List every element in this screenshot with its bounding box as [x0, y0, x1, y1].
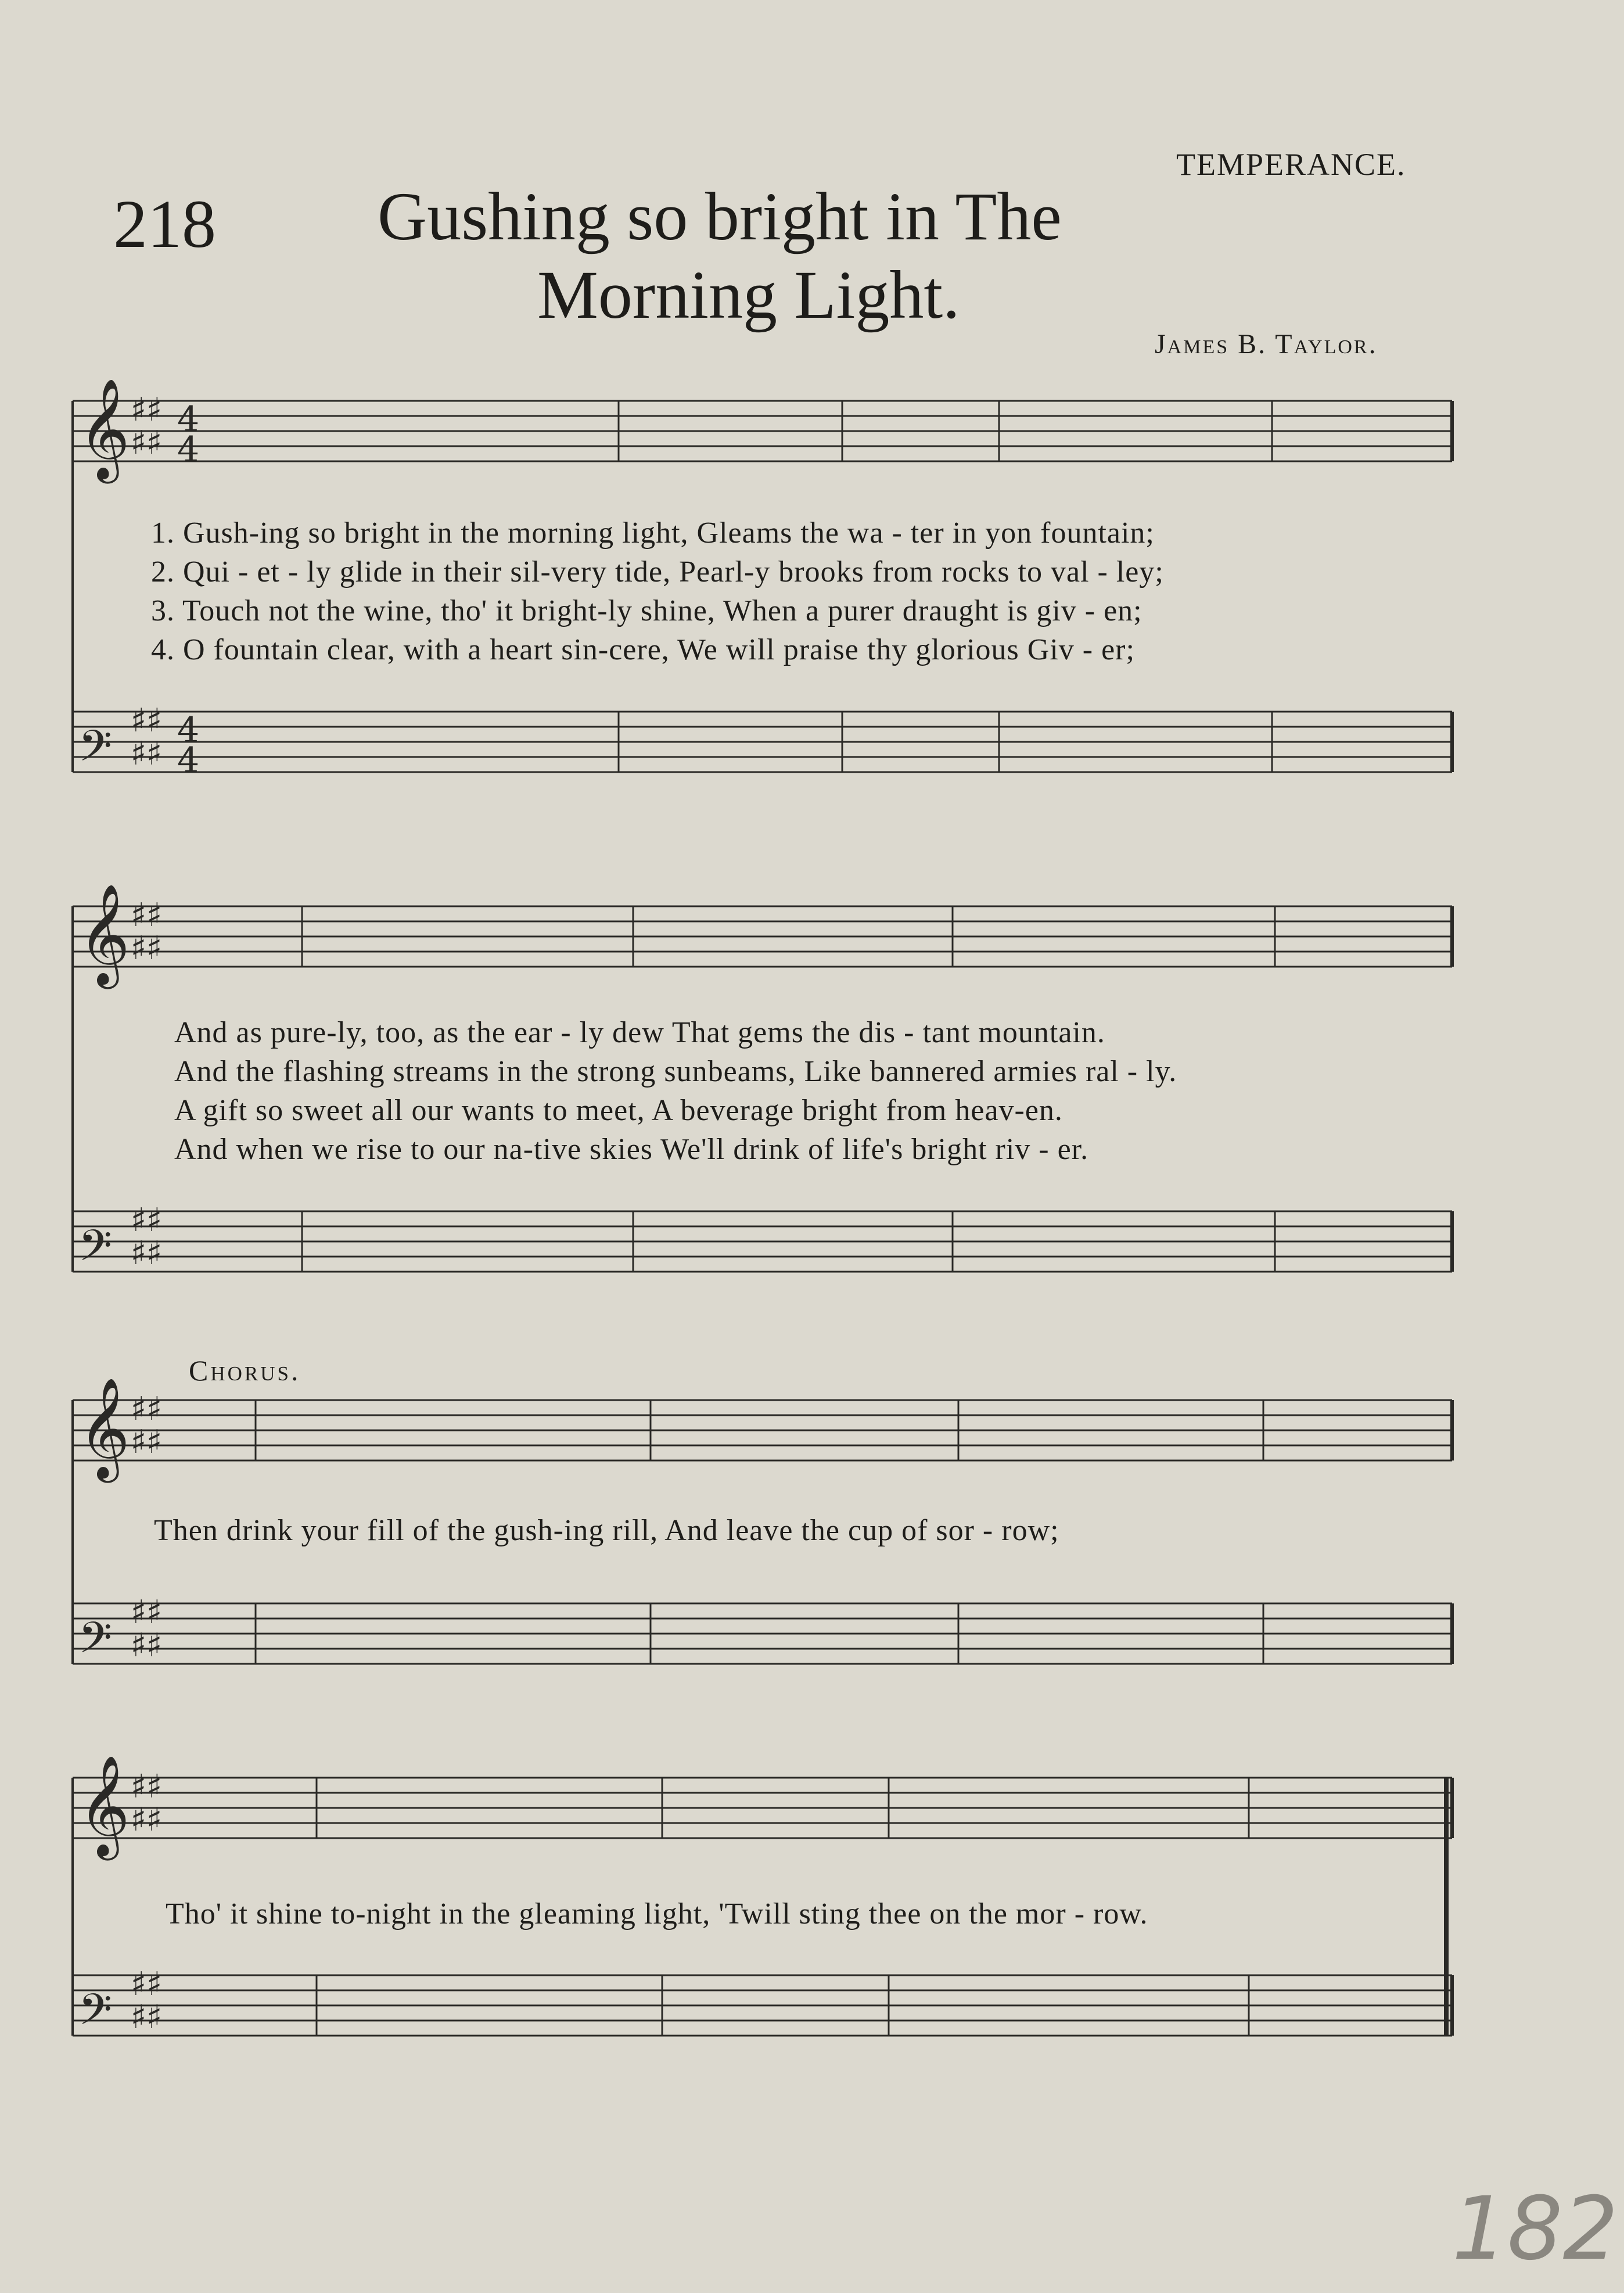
chorus-line-1: Then drink your fill of the gush-ing rill, And leave the cup of sor - row; — [154, 1514, 1059, 1547]
key-signature-sharps: ♯♯ — [131, 1801, 163, 1839]
key-signature-sharps: ♯♯ — [131, 1390, 163, 1428]
page-number: 182 — [1451, 2179, 1618, 2280]
treble-clef-icon: 𝄞 — [78, 884, 130, 985]
key-signature-sharps: ♯♯ — [131, 1767, 163, 1806]
verse-4-line-1: 4. O fountain clear, with a heart sin-cere, We will praise thy glorious Giv - er; — [151, 633, 1135, 666]
bass-clef-icon: 𝄢 — [78, 1221, 112, 1282]
chorus-label: Chorus. — [189, 1354, 301, 1387]
verse-3-line-2: A gift so sweet all our wants to meet, A beverage bright from heav-en. — [174, 1094, 1063, 1127]
treble-clef-icon: 𝄞 — [78, 1755, 130, 1856]
verse-1-line-1: 1. Gush-ing so bright in the morning light, Gleams the wa - ter in yon fountain; — [151, 516, 1155, 550]
verse-4-line-2: And when we rise to our na-tive skies We'll drink of life's bright riv - er. — [174, 1133, 1089, 1166]
key-signature-sharps: ♯♯ — [131, 1423, 163, 1461]
treble-clef-icon: 𝄞 — [78, 378, 130, 479]
time-signature-bottom: 4 — [177, 740, 200, 781]
treble-clef-icon: 𝄞 — [78, 1377, 130, 1479]
key-signature-sharps: ♯♯ — [131, 896, 163, 934]
bass-clef-icon: 𝄢 — [78, 1985, 112, 2046]
key-signature-sharps: ♯♯ — [131, 1998, 163, 2036]
key-signature-sharps: ♯♯ — [131, 1593, 163, 1631]
time-signature-top: 4 — [177, 399, 200, 440]
bass-clef-icon: 𝄢 — [78, 721, 112, 782]
composer: James B. Taylor. — [1155, 329, 1378, 360]
time-signature-top: 4 — [177, 710, 200, 751]
key-signature-sharps: ♯♯ — [131, 1235, 163, 1272]
verse-2-line-1: 2. Qui - et - ly glide in their sil-very tide, Pearl-y brooks from rocks to val - ley; — [151, 555, 1164, 588]
time-signature-bottom: 4 — [177, 429, 200, 470]
key-signature-sharps: ♯♯ — [131, 1965, 163, 2003]
verse-3-line-1: 3. Touch not the wine, tho' it bright-ly shine, When a purer draught is giv - en; — [151, 594, 1142, 627]
verse-1-line-2: And as pure-ly, too, as the ear - ly dew That gems the dis - tant mountain. — [174, 1016, 1105, 1049]
key-signature-sharps: ♯♯ — [131, 735, 163, 773]
key-signature-sharps: ♯♯ — [131, 390, 163, 429]
chorus-line-2: Tho' it shine to-night in the gleaming light, 'Twill sting thee on the mor - row. — [166, 1897, 1148, 1930]
hymn-number: 218 — [113, 186, 216, 262]
key-signature-sharps: ♯♯ — [131, 1627, 163, 1664]
verse-2-line-2: And the flashing streams in the strong sunbeams, Like bannered armies ral - ly. — [174, 1055, 1177, 1088]
section-label: TEMPERANCE. — [1176, 147, 1406, 182]
key-signature-sharps: ♯♯ — [131, 424, 163, 462]
title-line-2: Morning Light. — [537, 257, 960, 333]
key-signature-sharps: ♯♯ — [131, 701, 163, 740]
bass-clef-icon: 𝄢 — [78, 1613, 112, 1674]
key-signature-sharps: ♯♯ — [131, 930, 163, 967]
title-line-1: Gushing so bright in The — [378, 178, 1062, 254]
key-signature-sharps: ♯♯ — [131, 1201, 163, 1239]
